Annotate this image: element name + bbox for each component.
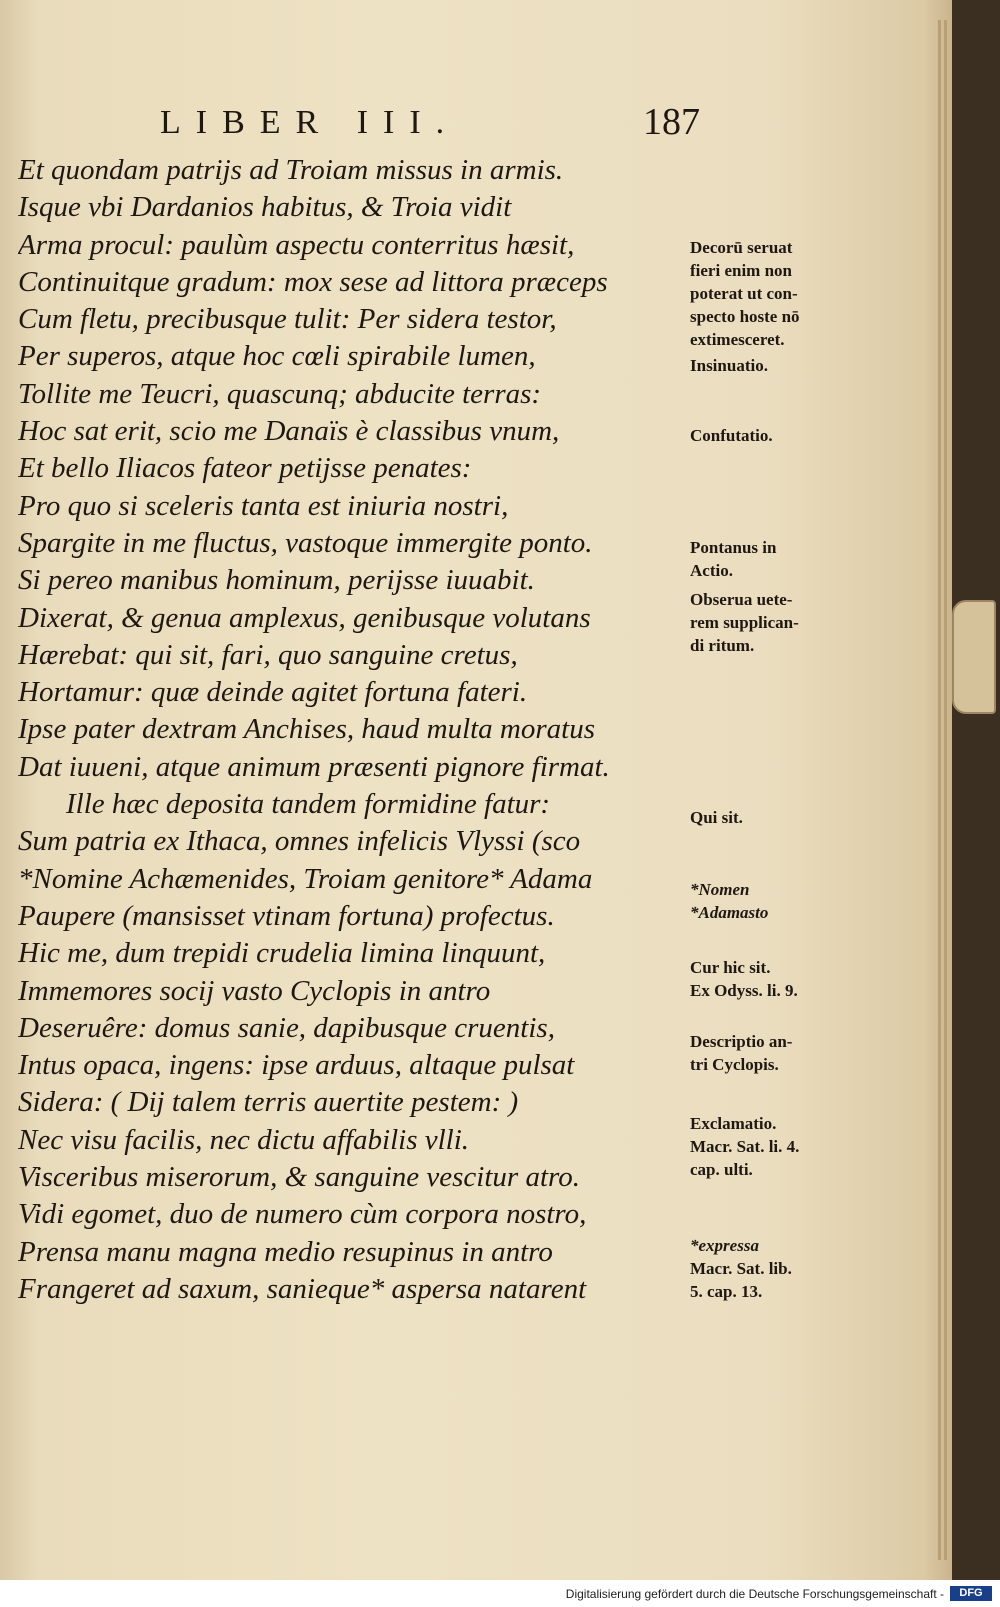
verse-line: Immemores socij vasto Cyclopis in antro — [18, 974, 491, 1007]
margin-note: Cur hic sit. Ex Odyss. li. 9. — [690, 958, 798, 1000]
margin-note: Descriptio an- tri Cyclopis. — [690, 1032, 793, 1074]
running-title: LIBER III. — [160, 104, 460, 141]
margin-note: Obserua uete- rem supplican- di ritum. — [690, 590, 799, 655]
margin-note: Insinuatio. — [690, 356, 768, 375]
verse-line: Visceribus miserorum, & sanguine vescitur atro. — [18, 1161, 580, 1194]
verse-line: Tollite me Teucri, quascunq; abducite terras: — [18, 377, 542, 410]
margin-note: Confutatio. — [690, 426, 773, 445]
verse-line: Per superos, atque hoc cœli spirabile lumen, — [18, 340, 536, 373]
footer — [0, 1580, 1000, 1607]
margin-note: Qui sit. — [690, 808, 743, 827]
verse-line: Sum patria ex Ithaca, omnes infelicis Vlyssi (sco — [18, 825, 581, 858]
verse-line: Dixerat, & genua amplexus, genibusque volutans — [18, 601, 591, 634]
verse-line: Si pereo manibus hominum, perijsse iuuabit. — [18, 564, 535, 597]
funding-credit: Digitalisierung gefördert durch die Deutsche Forschungsgemeinschaft - — [565, 1587, 944, 1601]
verse-line: Prensa manu magna medio resupinus in antro — [18, 1235, 553, 1268]
verse-line: Deseruêre: domus sanie, dapibusque cruentis, — [18, 1011, 555, 1044]
margin-note: *expressa Macr. Sat. lib. 5. cap. 13. — [690, 1236, 792, 1301]
verse-line: Dat iuueni, atque animum præsenti pignore firmat. — [18, 750, 610, 783]
verse-line: Hic me, dum trepidi crudelia limina linquunt, — [18, 937, 546, 970]
verse-line: Sidera: ( Dij talem terris auertite pestem: ) — [18, 1086, 519, 1119]
verse-text — [18, 152, 683, 1308]
verse-line: Et quondam patrijs ad Troiam missus in armis. — [18, 154, 564, 186]
verse-line: Spargite in me fluctus, vastoque immergite ponto. — [18, 526, 593, 559]
page-tab — [952, 600, 996, 714]
page-edge — [944, 20, 947, 1560]
running-head — [160, 100, 700, 150]
verse-line: Hortamur: quæ deinde agitet fortuna fateri. — [18, 676, 528, 709]
verse-line: Hoc sat erit, scio me Danaïs è classibus vnum, — [18, 415, 560, 448]
verse-line: Pro quo si sceleris tanta est iniuria nostri, — [18, 489, 509, 522]
verse-line: Ille hæc deposita tandem formidine fatur: — [66, 788, 551, 821]
verse-line: *Nomine Achæmenides, Troiam genitore* Adama — [18, 862, 593, 895]
verse-line: Paupere (mansisset vtinam fortuna) profectus. — [18, 899, 555, 932]
verse-line: Et bello Iliacos fateor petijsse penates: — [18, 452, 472, 485]
verse-line: Isque vbi Dardanios habitus, & Troia vidit — [18, 191, 512, 224]
verse-line: Frangeret ad saxum, sanieque* aspersa natarent — [18, 1272, 587, 1305]
verse-line: Continuitque gradum: mox sese ad littora præceps — [18, 265, 608, 298]
page-edge — [938, 20, 941, 1560]
margin-note: *Nomen *Adamasto — [690, 880, 769, 922]
verse-line: Intus opaca, ingens: ipse arduus, altaque pulsat — [18, 1049, 575, 1082]
margin-note: Exclamatio. Macr. Sat. li. 4. cap. ulti. — [690, 1114, 800, 1179]
verse-line: Hærebat: qui sit, fari, quo sanguine cretus, — [18, 638, 518, 671]
margin-note: Pontanus in Actio. — [690, 538, 777, 580]
verse-line: Vidi egomet, duo de numero cùm corpora nostro, — [18, 1198, 587, 1231]
dfg-logo: DFG — [950, 1586, 992, 1601]
verse-line: Ipse pater dextram Anchises, haud multa moratus — [18, 713, 595, 746]
margin-note: Decorū seruat fieri enim non poterat ut con- specto hoste nō extimesceret. — [690, 238, 800, 349]
verse-line: Arma procul: paulùm aspectu conterritus hæsit, — [18, 228, 575, 261]
page-number: 187 — [643, 101, 700, 143]
verse-line: Cum fletu, precibusque tulit: Per sidera testor, — [18, 303, 557, 336]
verse-line: Nec visu facilis, nec dictu affabilis vlli. — [18, 1123, 470, 1156]
